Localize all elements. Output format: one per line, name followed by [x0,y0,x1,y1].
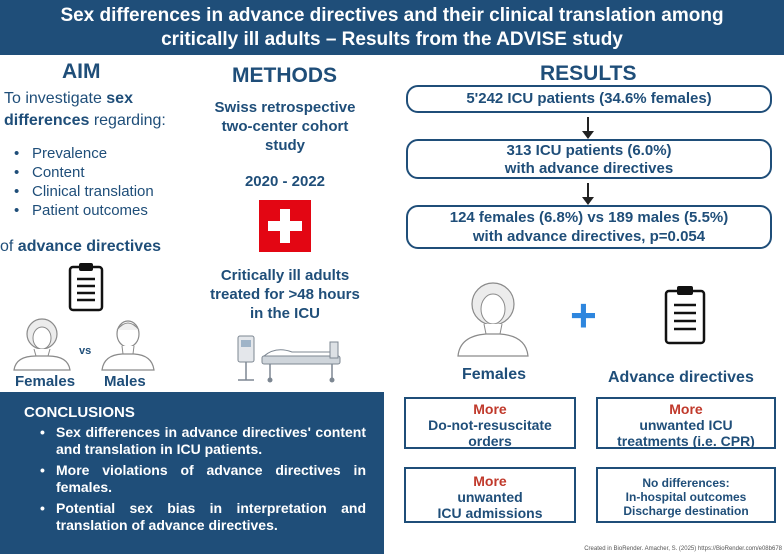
methods-population-line: in the ICU [250,305,320,322]
title-banner [0,0,784,55]
aim-item: • Prevalence [14,144,154,163]
female-figure-icon [12,318,72,370]
outcome-text: treatments (i.e. CPR) [617,433,755,449]
methods-population-line: Critically ill adults [220,267,350,284]
outcome-text: Discharge destination [623,504,749,518]
outcome-text: In-hospital outcomes [625,490,747,504]
result-box-total: 5'242 ICU patients (34.6% females) [406,85,772,113]
arrow-down-2 [587,183,589,197]
outcome-text: unwanted ICU [639,417,733,433]
conclusion-item: • Potential sex bias in interpretation and translation of advance directives. [40,500,366,534]
methods-design-line: two-center cohort [221,118,349,135]
aim-females-label: Females [15,373,76,390]
result-box-line: with advance directives [504,160,674,177]
aim-intro-bold-differences: differences [4,112,90,129]
result-box-line: 313 ICU patients (6.0%) [506,142,672,159]
outcome-text: orders [468,433,512,449]
aim-item: • Patient outcomes [14,201,154,220]
result-box-by-sex [406,205,772,249]
aim-of-advance-directives [0,238,161,256]
plus-sign: + [570,289,597,341]
aim-list [14,144,154,220]
clipboard-icon [664,285,706,345]
more-label: More [473,401,507,417]
results-females-label: Females [462,366,527,383]
aim-intro [4,88,204,132]
conclusions-list [40,424,366,538]
methods-heading: METHODS [232,64,337,87]
outcome-text: Do-not-resuscitate [428,417,552,433]
aim-intro-end: regarding: [89,112,166,129]
biorender-credit: Created in BioRender. Amacher, S. (2025) https://BioRender.com/e08b678 [584,546,782,552]
swiss-flag-icon [259,200,311,252]
more-label: More [473,473,507,489]
aim-heading: AIM [62,60,101,83]
results-heading: RESULTS [540,62,637,85]
title-line-1: Sex differences in advance directives and their clinical translation among [60,5,724,26]
more-label: More [669,401,703,417]
outcome-box-unwanted-icu-treatments [596,397,776,449]
female-figure-icon [456,282,530,356]
conclusion-item: • More violations of advance directives in females. [40,462,366,496]
male-figure-icon [100,318,156,370]
vs-label: vs [79,345,92,357]
aim-of-bold: advance directives [17,238,161,255]
aim-intro-bold-sex: sex [106,90,133,107]
result-box-line: with advance directives, p=0.054 [472,228,706,245]
outcome-box-unwanted-icu-admissions [404,467,576,523]
aim-males-label: Males [104,373,146,390]
methods-population-line: treated for >48 hours [210,286,360,303]
no-differences-title: No differences: [642,476,730,490]
title-line-2: critically ill adults – Results from the ADVISE study [161,29,623,50]
methods-population [196,266,374,323]
conclusions-heading: CONCLUSIONS [24,404,135,421]
clipboard-icon [68,262,104,312]
aim-of-plain: of [0,238,18,255]
conclusion-item: • Sex differences in advance directives' content and translation in ICU patients. [40,424,366,458]
arrow-down-1 [587,117,589,131]
outcome-text: unwanted [457,489,523,505]
outcome-text: ICU admissions [437,505,543,521]
aim-item: • Content [14,163,154,182]
results-advance-directives-label: Advance directives [608,369,754,386]
methods-design-line: Swiss retrospective [214,99,356,116]
outcome-box-no-differences [596,467,776,523]
aim-intro-plain: To investigate [4,90,107,107]
outcome-box-dnr [404,397,576,449]
aim-item: • Clinical translation [14,182,154,201]
icu-bed-icon [234,334,344,384]
result-box-with-ad [406,139,772,179]
methods-design-line: study [264,137,305,154]
result-box-line: 124 females (6.8%) vs 189 males (5.5%) [449,209,729,226]
methods-design [200,98,370,155]
methods-years: 2020 - 2022 [244,173,326,190]
conclusions-panel [0,392,384,554]
